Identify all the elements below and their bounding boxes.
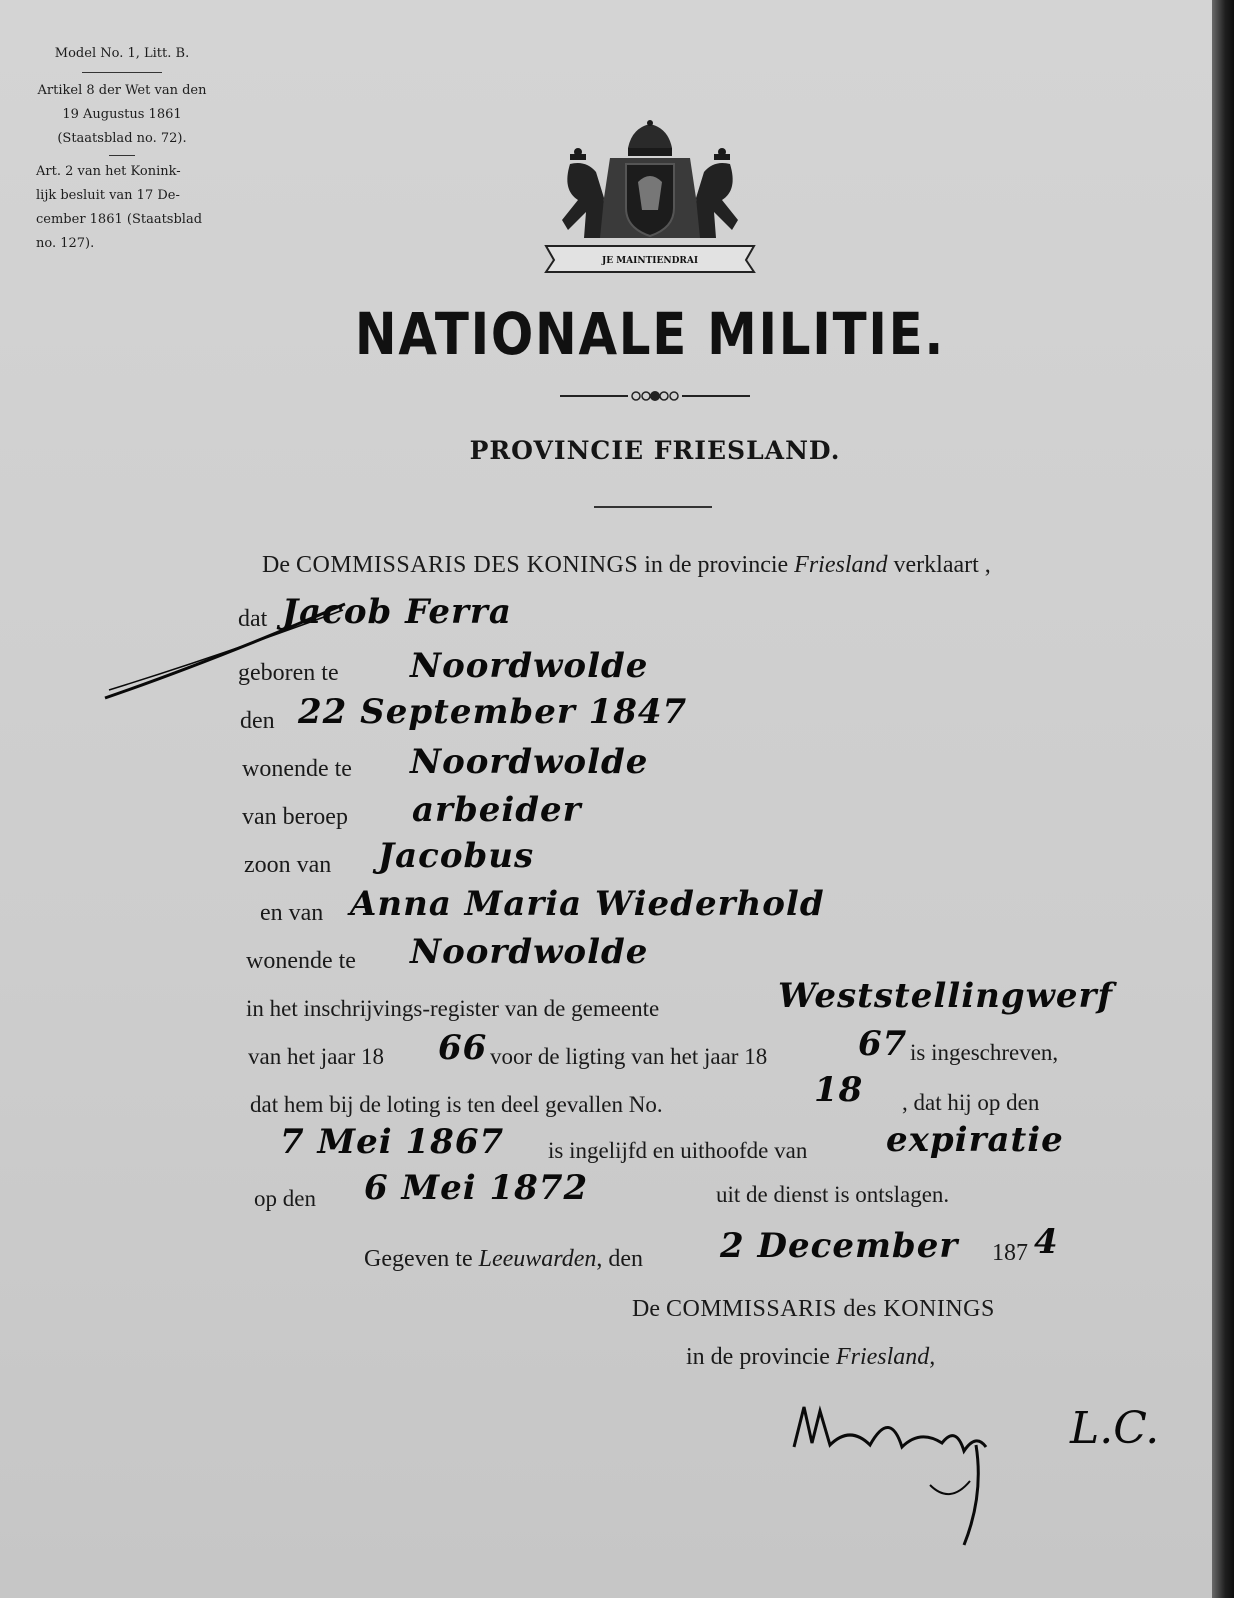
art-line-1: Art. 2 van het Konink- [36,164,181,179]
label-zoon-van: zoon van [244,852,332,878]
handwritten-register-year: 66 [438,1028,488,1068]
divider [82,72,162,73]
handwritten-reason: expiratie [886,1120,1064,1160]
closing-de: De [632,1296,660,1322]
label-loting: dat hem bij de loting is ten deel gevallen No. [250,1092,663,1117]
handwritten-residence: Noordwolde [410,742,649,782]
handwritten-mother: Anna Maria Wiederhold [350,884,825,924]
art-line-4: no. 127). [36,236,95,251]
handwritten-municipality: Weststellingwerf [778,976,1114,1016]
label-dat: dat [238,606,268,632]
declaration-intro [262,552,991,579]
closing-province [686,1344,935,1371]
handwritten-discharge-date: 6 Mei 1872 [364,1168,589,1208]
intro-verb: verklaart , [893,552,991,578]
handwritten-father: Jacobus [378,836,535,876]
handwritten-issue-year-digit: 4 [1034,1222,1059,1262]
label-op-den: , dat hij op den [902,1090,1040,1115]
label-wonende-te: wonende te [242,756,352,782]
label-ligting: voor de ligting van het jaar 18 [490,1044,768,1069]
intro-province: Friesland [794,552,888,578]
label-ingelijfd: is ingelijfd en uithoofde van [548,1138,808,1163]
handwritten-parents-residence: Noordwolde [410,932,649,972]
coat-of-arms-icon [540,120,760,275]
art-line-3: cember 1861 (Staatsblad [36,212,203,227]
label-op-den-2: op den [254,1186,316,1211]
label-ingeschreven: is ingeschreven, [910,1040,1059,1065]
label-register: in het inschrijvings-register van de gemeente [246,996,660,1021]
divider [594,506,712,508]
page-edge [1212,0,1234,1598]
province-heading: PROVINCIE FRIESLAND. [469,436,841,465]
handwritten-ligting-year: 67 [858,1024,908,1064]
signature-image [780,1385,1200,1585]
divider [109,155,135,156]
label-jaar: van het jaar 18 [248,1044,385,1069]
handwritten-name: Jacob Ferra [282,592,512,632]
issue-place-line [364,1246,643,1273]
issue-city: Leeuwarden [478,1246,597,1272]
closing-province-name: Friesland, [835,1344,936,1370]
closing-commissaris: COMMISSARIS des KONINGS [665,1296,995,1322]
motto-text: JE MAINTIENDRAI [601,256,699,266]
signature-initials: L.C. [1070,1403,1160,1454]
label-van-beroep: van beroep [242,804,348,830]
artikel-line-3: (Staatsblad no. 72). [57,131,187,146]
ornament-divider [560,388,750,404]
handwritten-birthdate: 22 September 1847 [298,692,688,732]
label-wonende-te: wonende te [246,948,356,974]
artikel-line-2: 19 Augustus 1861 [62,107,182,122]
handwritten-lot-number: 18 [814,1070,864,1110]
model-number: Model No. 1, Litt. B. [54,46,190,61]
label-ontslagen: uit de dienst is ontslagen. [716,1182,950,1207]
handwritten-occupation: arbeider [412,790,582,830]
handwritten-enlisted-date: 7 Mei 1867 [280,1122,505,1162]
closing-title [632,1296,995,1323]
handwritten-issue-date: 2 December [720,1226,959,1266]
margin-references [22,42,222,256]
document-title: NATIONALE MILITIE. [354,300,946,368]
handwritten-birthplace: Noordwolde [410,646,649,686]
label-en-van: en van [260,900,324,926]
artikel-line-1: Artikel 8 der Wet van den [37,83,207,98]
label-geboren-te: geboren te [238,660,339,686]
intro-word: De [262,552,290,578]
issue-year-prefix: 187 [992,1240,1028,1266]
closing-phrase: in de provincie [686,1344,830,1370]
gegeven-label: Gegeven te [364,1246,473,1272]
intro-title: COMMISSARIS DES KONINGS [295,552,639,578]
den-label: , den [596,1246,644,1272]
label-den: den [240,708,275,734]
art-line-2: lijk besluit van 17 De- [36,188,180,203]
intro-phrase: in de provincie [644,552,789,578]
